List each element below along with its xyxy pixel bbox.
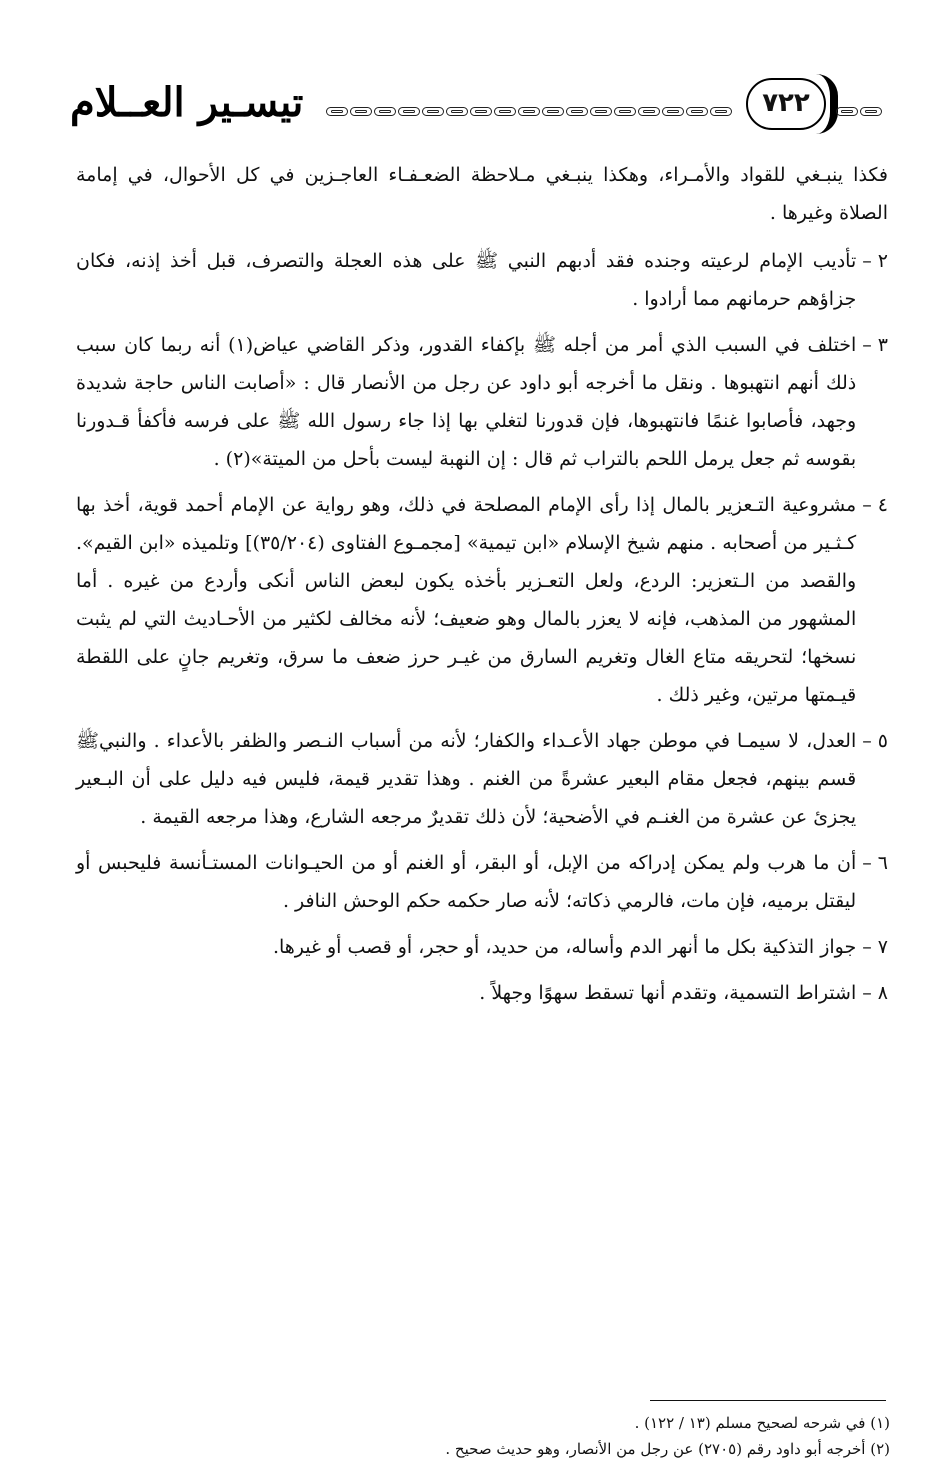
item-number: ٧ – [862,936,888,958]
list-item-7 [76,928,888,966]
chain-link-ornament [590,107,612,116]
chain-link-ornament [662,107,684,116]
intro-paragraph: فكذا ينبـغي للقواد والأمـراء، وهكذا ينبـغي مـلاحظة الضعـفـاء العاجـزين في كل الأحوال، في إمامة الصلاة وغيرها . [76,164,888,224]
chain-link-ornament [518,107,540,116]
chain-link-ornament [836,107,858,116]
item-text: تأديب الإمام لرعيته وجنده فقد أدبهم النبي ﷺ على هذه العجلة والتصرف، قبل أخذ إذنه، فكان جزاؤهم حرمانهم مما أرادوا . [76,250,857,310]
chain-link-ornament [542,107,564,116]
list-item-5 [76,722,888,836]
chain-link-ornament [860,107,882,116]
chain-link-ornament [614,107,636,116]
footnote-1: (١) في شرحه لصحيح مسلم (١٣ / ١٢٢) . [634,1414,890,1432]
footnotes [200,1410,890,1462]
chain-link-ornament [686,107,708,116]
item-text: مشروعية التـعزير بالمال إذا رأى الإمام المصلحة في ذلك، وهو رواية عن الإمام أحمد قوية، أخذ بها كـثـير من أصحابه . منهم شيخ الإسلام «ابن تيمية» [مجمـوع الفتاوى (٣٥/٢٠٤)] وتلميذه «ابن القيم». والقصد من الـتعزير: الردع، ولعل التعـزير بأخذه يكون لبعض الناس أنكى وأردع من غيره . أما المشهور من المذهب، فإنه لا يعزر بالمال وهو ضعيف؛ لأنه مخالف لكثير من الأحـاديث التي لم يثبت نسخها؛ لتحريقه متاع الغال وتغريم السارق من غيـر حرز ضعف ما سرق، وتغريم جانٍ على اللقطة قيـمتها مرتين، وغير ذلك . [76,494,857,706]
main-text [76,156,888,1020]
list-item-4 [76,486,888,714]
item-number: ٤ – [862,494,888,516]
chain-link-ornament [470,107,492,116]
item-text: أن ما هرب ولم يمكن إدراكه من الإبل، أو البقر، أو الغنم أو من الحيـوانات المستـأنسة فليحبس أو ليقتل برميه، فإن مات، فالرمي ذكاته؛ لأنه صار حكمه حكم الوحش النافر . [76,852,857,912]
item-number: ٥ – [862,730,888,752]
chain-link-ornament [422,107,444,116]
footnote-2: (٢) أخرجه أبو داود رقم (٢٧٠٥) عن رجل من الأنصار، وهو حديث صحيح . [445,1440,890,1458]
page-header [70,74,890,138]
list-item-6 [76,844,888,920]
footnote-divider [650,1400,886,1401]
header-ornament-chain [326,104,786,118]
item-number: ٣ – [862,334,888,356]
chain-link-ornament [350,107,372,116]
item-number: ٨ – [862,982,888,1004]
chain-link-ornament [374,107,396,116]
item-number: ٦ – [862,852,888,874]
chain-link-ornament [398,107,420,116]
chain-link-ornament [494,107,516,116]
list-item-2 [76,242,888,318]
chain-link-ornament [326,107,348,116]
item-text: العدل، لا سيمـا في موطن جهاد الأعـداء والكفار؛ لأنه من أسباب النـصر والظفر بالأعداء . والنبيﷺ قسم بينهم، فجعل مقام البعير عشرةً من الغنم . وهذا تقدير قيمة، فليس فيه دليل على أن البـعير يجزئ عن عشرة من الغنـم في الأضحية؛ لأن ذلك تقديرٌ مرجعه الشارع، وهذا مرجعه القيمة . [76,730,857,828]
book-title: تيسـير العــلام [70,79,304,126]
list-item-3 [76,326,888,478]
chain-link-ornament [446,107,468,116]
chain-link-ornament [638,107,660,116]
chain-link-ornament [566,107,588,116]
header-ornament-small [836,104,886,118]
chain-link-ornament [710,107,732,116]
list-item-8 [76,974,888,1012]
item-number: ٢ – [862,250,888,272]
item-text: جواز التذكية بكل ما أنهر الدم وأساله، من حديد، أو حجر، أو قصب أو غيرها. [272,936,857,958]
page-number-badge: ٧٢٢ [746,78,826,130]
item-text: اشتراط التسمية، وتقدم أنها تسقط سهوًا وجهلاً . [479,982,857,1004]
item-text: اختلف في السبب الذي أمر من أجله ﷺ بإكفاء القدور، وذكر القاضي عياض(١) أنه ربما كان سبب ذلك أنهم انتهبوها . ونقل ما أخرجه أبو داود عن رجل من الأنصار قال : «أصابت الناس حاجة شديدة وجهد، فأصابوا غنمًا فانتهبوها، فإن قدورنا لتغلي بها إذا جاء رسول الله ﷺ على فرسه فأكفأ قـدورنا بقوسه ثم جعل يرمل اللحم بالتراب ثم قال : إن النهبة ليست بأحل من الميتة»(٢) . [76,334,857,470]
